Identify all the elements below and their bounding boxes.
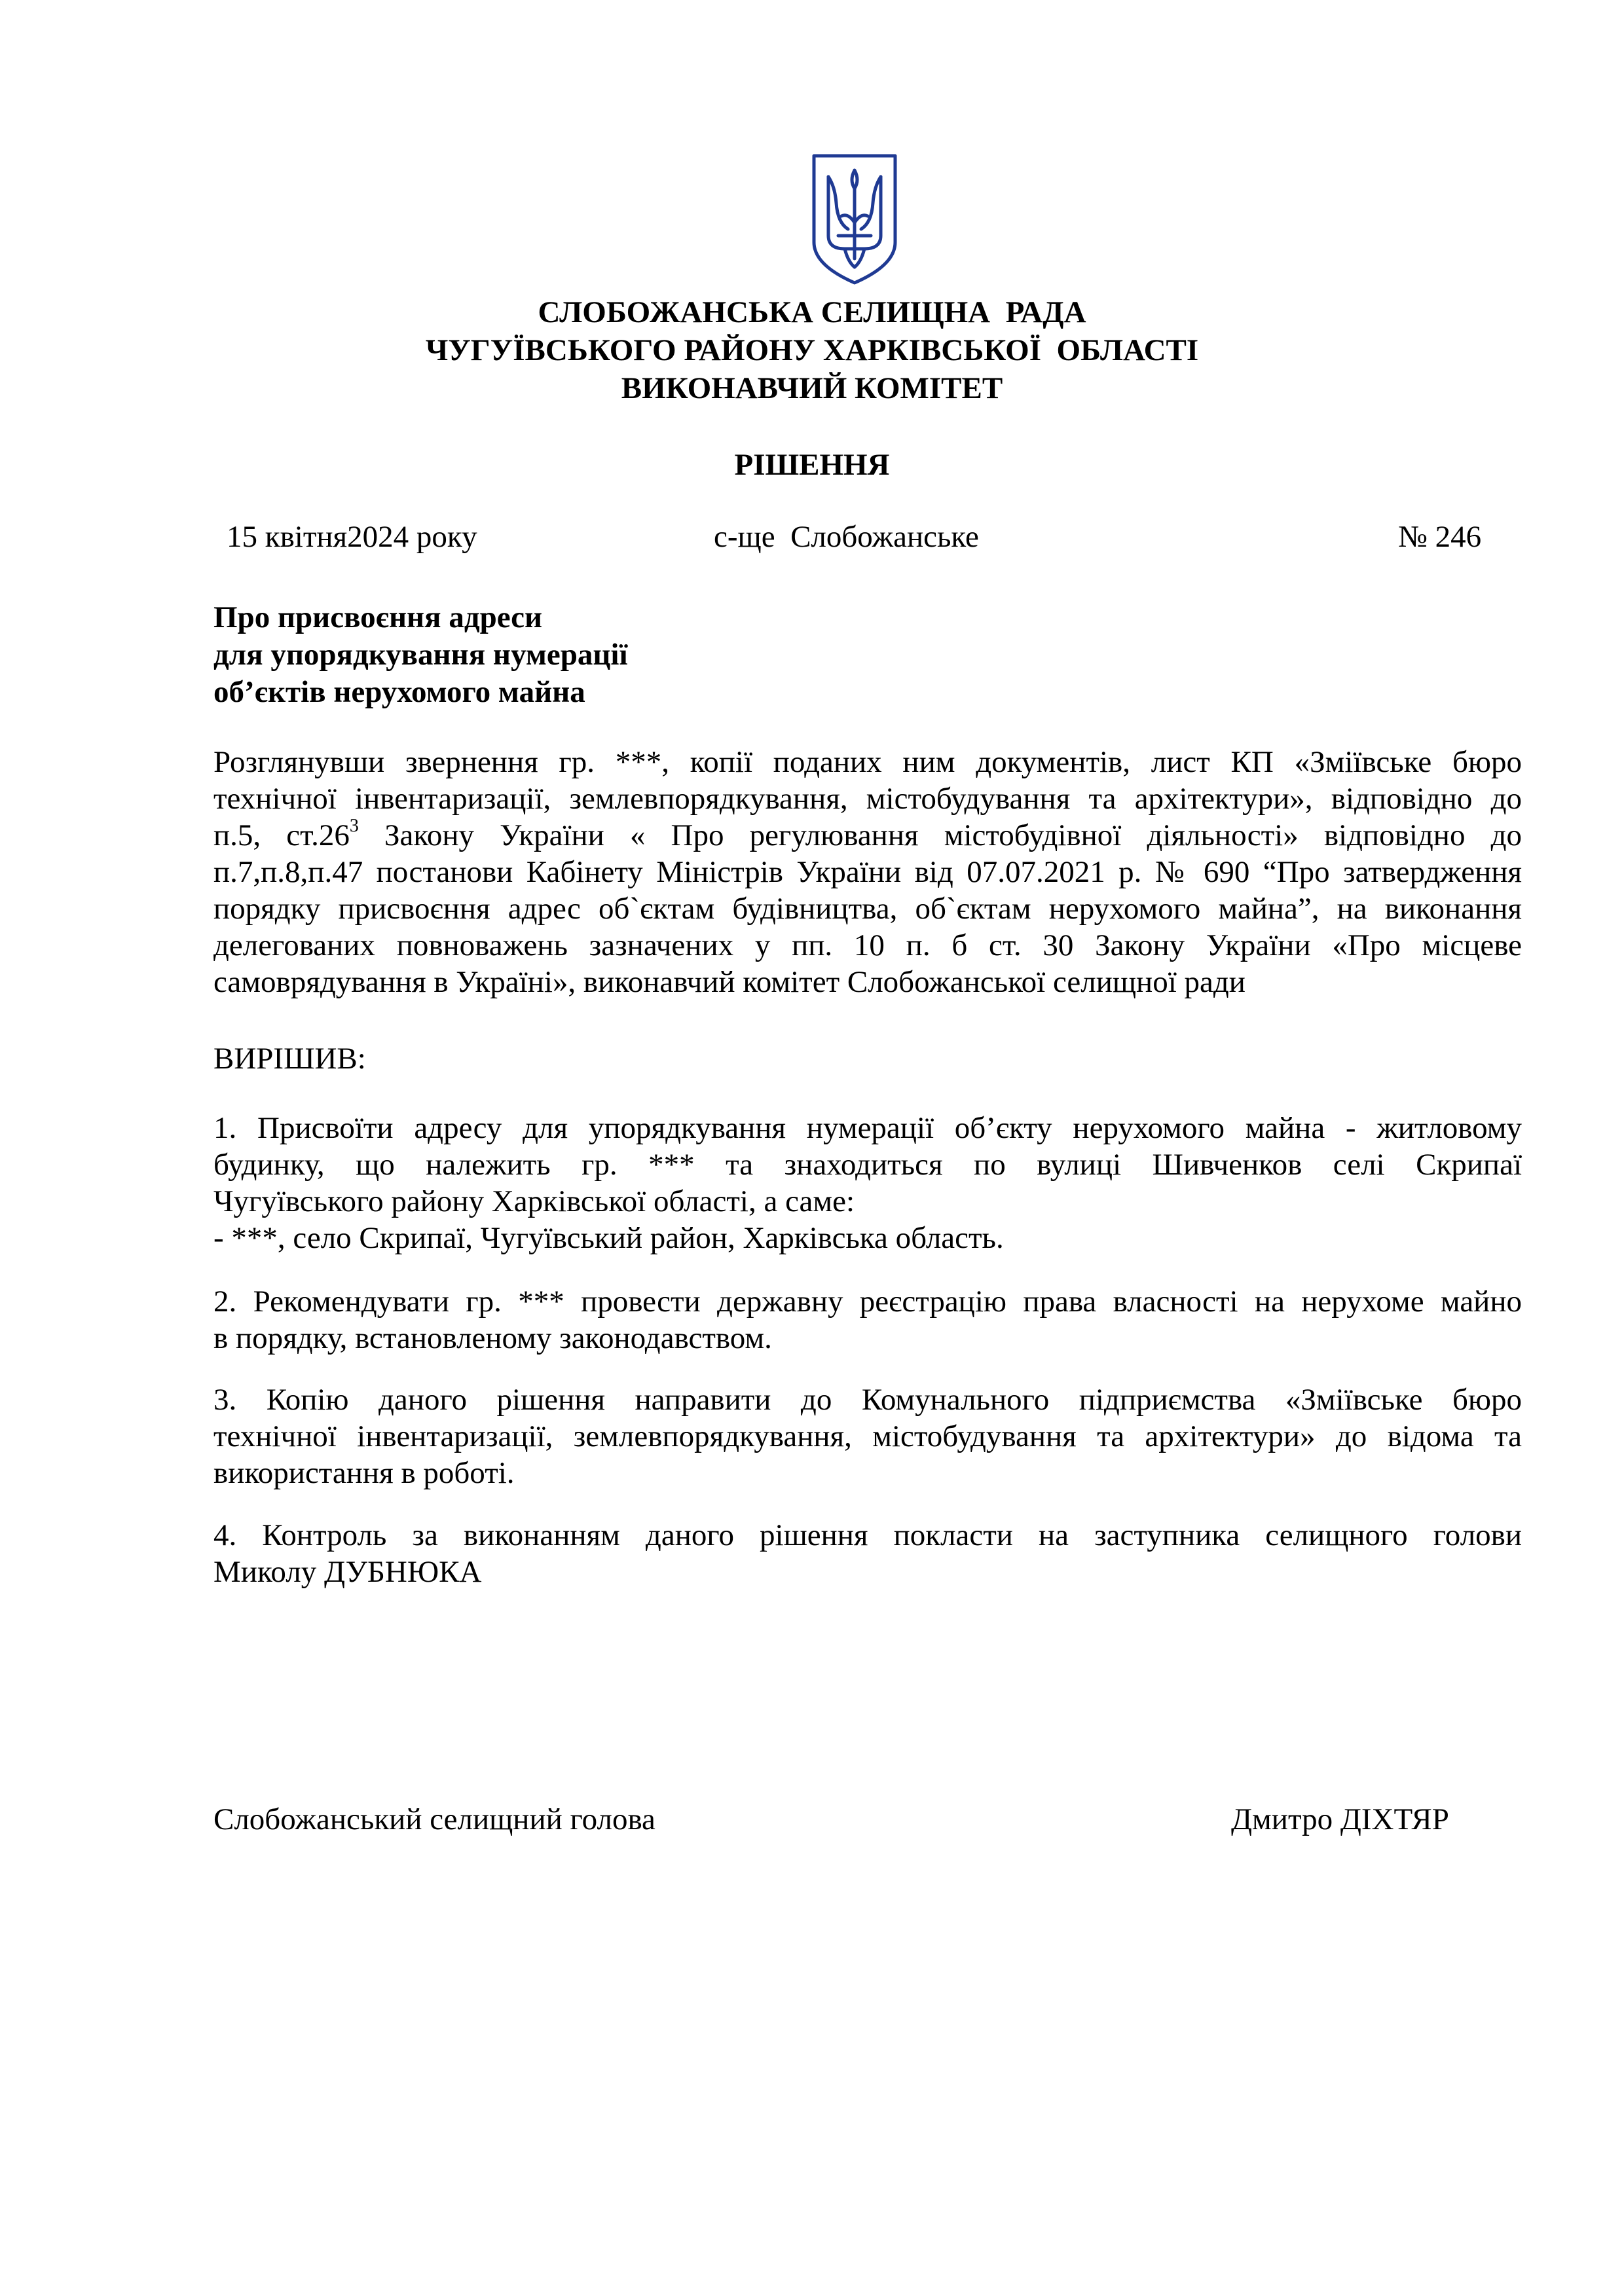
text-line: технічної інвентаризації, землевпорядкування, містобудування та архітектури», відповідно до [213, 782, 1522, 816]
signature-position: Слобожанський селищний голова [213, 1802, 655, 1836]
header-line-district: ЧУГУЇВСЬКОГО РАЙОНУ ХАРКІВСЬКОЇ ОБЛАСТІ [425, 333, 1199, 367]
text-line: в порядку, встановленому законодавством. [213, 1321, 772, 1355]
text-line: 2. Рекомендувати гр. *** провести державну реєстрацію права власності на нерухоме майно [213, 1285, 1522, 1319]
decision-item-3 [213, 1381, 1522, 1491]
resolved-heading: ВИРІШИВ: [213, 1042, 366, 1076]
text-line: використання в роботі. [213, 1456, 515, 1490]
decision-item-2 [213, 1283, 1522, 1357]
document-title: РІШЕННЯ [734, 448, 890, 482]
header-line-committee: ВИКОНАВЧИЙ КОМІТЕТ [621, 371, 1003, 405]
council-header [0, 293, 1624, 407]
header-line-council: СЛОБОЖАНСЬКА СЕЛИЩНА РАДА [538, 295, 1086, 329]
decision-subject [213, 599, 628, 711]
decision-number: № 246 [1398, 520, 1482, 554]
subject-line: об’єктів нерухомого майна [213, 675, 585, 709]
signature-name: Дмитро ДІХТЯР [1231, 1802, 1449, 1836]
text-line: самоврядування в Україні», виконавчий комітет Слобожанської селищної ради [213, 965, 1246, 999]
text-line: делегованих повноважень зазначених у пп. 10 п. б ст. 30 Закону України «Про місцеве [213, 928, 1522, 962]
text-line: 3. Копію даного рішення направити до Комунального підприємства «Зміївське бюро [213, 1383, 1522, 1417]
text-line: технічної інвентаризації, землевпорядкування, містобудування та архітектури» до відома та [213, 1419, 1522, 1453]
superscript: 3 [349, 816, 359, 837]
text-line: 1. Присвоїти адресу для упорядкування нумерації об’єкту нерухомого майна - житловому [213, 1111, 1522, 1145]
text-line: 4. Контроль за виконанням даного рішення покласти на заступника селищного голови [213, 1518, 1522, 1552]
decision-date: 15 квітня2024 року [227, 520, 477, 554]
text-line: будинку, що належить гр. *** та знаходиться по вулиці Шивченков селі Скрипаї [213, 1148, 1522, 1182]
trident-coat-of-arms-icon [809, 151, 900, 288]
decision-item-4 [213, 1517, 1522, 1590]
preamble-paragraph [213, 744, 1522, 1000]
text-line: п.7,п.8,п.47 постанови Кабінету Міністрів України від 07.07.2021 р. № 690 “Про затвердження [213, 855, 1522, 889]
text-line: порядку присвоєння адрес об`єктам будівництва, об`єктам нерухомого майна”, на виконання [213, 892, 1522, 926]
decision-item-1 [213, 1110, 1522, 1256]
text-line: Миколу ДУБНЮКА [213, 1555, 482, 1589]
text-line: п.5, $ст.26^3$ Закону України « Про регулювання містобудівної діяльності» відповідно до [213, 816, 1522, 852]
text-line: Розглянувши звернення гр. ***, копії поданих ним документів, лист КП «Зміївське бюро [213, 745, 1522, 779]
decision-place: с-ще Слобожанське [714, 520, 979, 554]
text-line: - ***, село Скрипаї, Чугуївський район, Харківська область. [213, 1221, 1004, 1255]
subject-line: для упорядкування нумерації [213, 638, 628, 672]
subject-line: Про присвоєння адреси [213, 600, 543, 634]
text-line: Чугуївського району Харківської області, а саме: [213, 1184, 855, 1218]
